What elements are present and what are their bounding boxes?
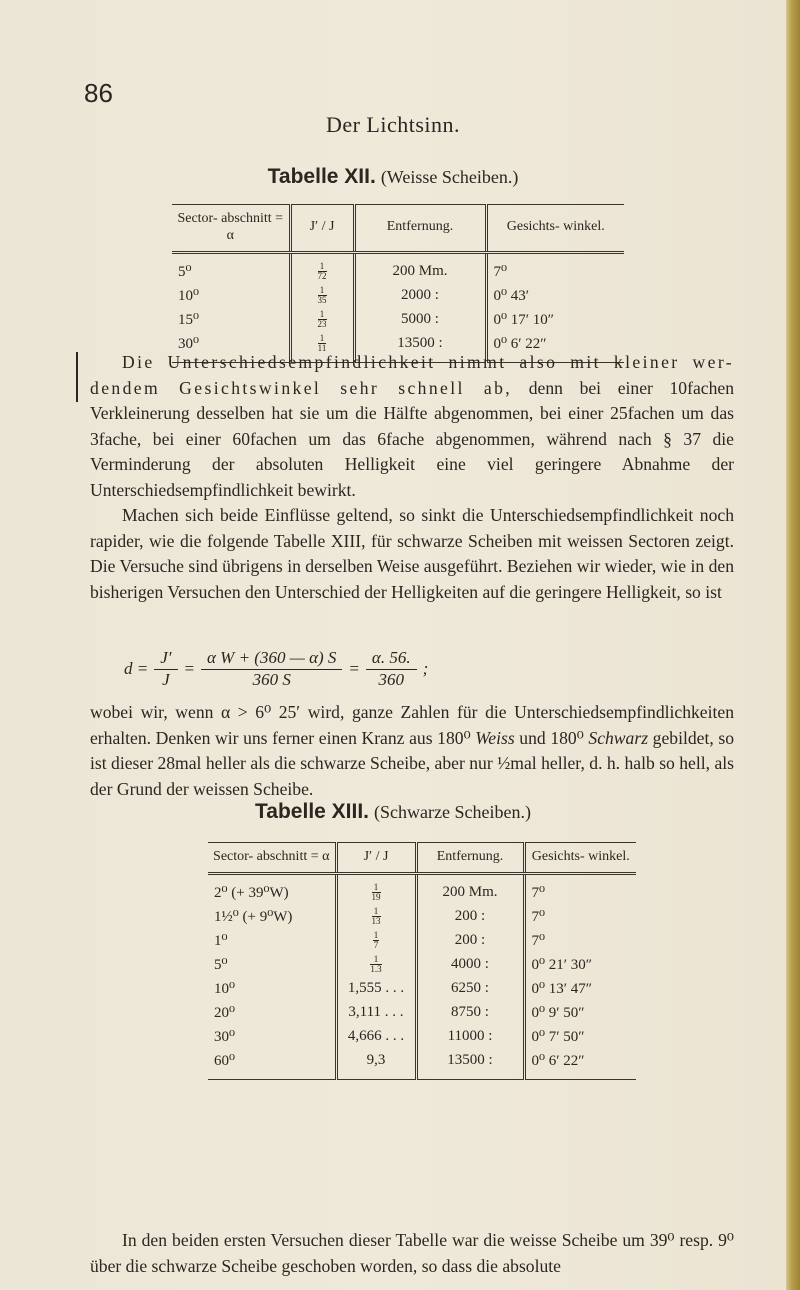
cell-angle: 0⁰ 6′ 22″ xyxy=(486,332,624,363)
cell-sector: 15⁰ xyxy=(178,312,200,329)
ratio-numerator: 1 xyxy=(318,262,327,272)
cell-sector: 10⁰ xyxy=(178,288,200,305)
cell-ratio xyxy=(336,953,416,977)
page-number: 86 xyxy=(84,78,113,108)
body-text-2 xyxy=(90,700,734,802)
header-sector: Sector- abschnitt = α xyxy=(208,843,336,874)
formula-end: ; xyxy=(422,659,429,678)
ratio-denominator: 11 xyxy=(317,343,327,354)
running-head: Der Lichtsinn. xyxy=(325,112,461,137)
cell-sector: 5⁰ xyxy=(178,264,192,281)
cell-sector: 30⁰ xyxy=(172,332,290,363)
cell-distance: 6250 : xyxy=(416,977,524,1001)
ratio-fraction xyxy=(372,907,381,926)
spaced-emphasis: Die Unterschiedsempfindlichkeit nimmt also mit kleiner wer- dendem Gesichtswinkel sehr schnell ab, xyxy=(90,352,734,398)
table12 xyxy=(172,204,624,363)
emphasis-weiss: Weiss xyxy=(475,727,515,748)
table-row xyxy=(208,905,636,929)
ratio-fraction xyxy=(318,262,327,281)
header-ratio: J′ / J xyxy=(290,205,354,253)
formula xyxy=(118,648,434,690)
cell-ratio: 3,111 . . . xyxy=(336,1001,416,1025)
ratio-numerator: 1 xyxy=(370,955,381,965)
page-edge xyxy=(786,0,800,1290)
paragraph-4: In den beiden ersten Versuchen dieser Tabelle war die weisse Scheibe um 39⁰ resp. 9⁰ über die schwarze Scheibe geschoben worden, so dass die absolute xyxy=(90,1230,734,1276)
ratio-fraction xyxy=(373,931,380,950)
ratio-numerator: 1 xyxy=(318,310,327,320)
ratio-numerator: 1 xyxy=(372,883,381,893)
table-row xyxy=(208,977,636,1001)
header-sector: Sector- abschnitt = α xyxy=(172,205,290,253)
cell-distance: 13500 : xyxy=(416,1049,524,1080)
ratio-denominator: 19 xyxy=(371,892,381,903)
cell-sector: 2⁰ (+ 39⁰W) xyxy=(214,885,289,902)
body-text-3 xyxy=(90,1228,734,1279)
formula-f2-num: α W + (360 — α) S xyxy=(201,648,342,670)
table-row xyxy=(208,953,636,977)
cell-ratio: 4,666 . . . xyxy=(336,1025,416,1049)
ratio-denominator: 13 xyxy=(371,916,381,927)
table-row xyxy=(208,1025,636,1049)
ratio-denominator: 72 xyxy=(317,271,327,282)
cell-angle: 0⁰ 21′ 30″ xyxy=(524,953,636,977)
ratio-denominator: 1.3 xyxy=(370,964,382,975)
cell-angle: 0⁰ 9′ 50″ xyxy=(524,1001,636,1025)
ratio-fraction xyxy=(318,310,327,329)
formula-f1-num: J′ xyxy=(154,648,177,670)
ratio-fraction xyxy=(372,883,381,902)
cell-ratio: 9,3 xyxy=(336,1049,416,1080)
formula-lhs: d = xyxy=(124,659,149,678)
table-header-row xyxy=(208,843,636,874)
table13 xyxy=(208,842,636,1080)
table13-subtitle: (Schwarze Scheiben.) xyxy=(374,802,531,822)
paragraph-3-c: gebildet, so ist dieser 28mal heller als die schwarze Scheibe, aber nur ½mal heller, d. h. halb so hell, als der Grund der weissen Scheibe. xyxy=(90,727,735,799)
body-text-1 xyxy=(90,350,734,605)
table-row xyxy=(208,1049,636,1080)
formula-f3-num: α. 56. xyxy=(366,648,417,670)
cell-distance: 200 Mm. xyxy=(416,873,524,905)
cell-angle: 0⁰ 17′ 10″ xyxy=(486,308,624,332)
header-ratio: J′ / J xyxy=(336,843,416,874)
emphasis-schwarz: Schwarz xyxy=(588,727,649,748)
cell-distance: 200 : xyxy=(416,929,524,953)
cell-sector: 20⁰ xyxy=(214,1005,236,1022)
table-row xyxy=(208,1001,636,1025)
ratio-denominator: 7 xyxy=(373,940,379,951)
formula-f2-den: 360 S xyxy=(252,670,291,689)
cell-ratio xyxy=(290,284,354,308)
cell-angle: 7⁰ xyxy=(524,905,636,929)
cell-sector: 60⁰ xyxy=(208,1049,336,1080)
table12-title: Tabelle XII. xyxy=(267,165,376,188)
paragraph-3-b: und 180⁰ xyxy=(514,727,589,748)
cell-sector: 5⁰ xyxy=(214,957,228,974)
ratio-numerator: 1 xyxy=(372,907,381,917)
table-row xyxy=(208,929,636,953)
paragraph-3-a: wobei wir, wenn α > 6⁰ 25′ wird, ganze Zahlen für die Unterschiedsempfindlichkeiten erhalten. Denken wir uns ferner einen Kranz aus 180⁰ xyxy=(90,702,734,748)
cell-angle: 0⁰ 13′ 47″ xyxy=(524,977,636,1001)
table-row xyxy=(172,284,624,308)
ratio-fraction xyxy=(318,286,327,305)
formula-f3-den: 360 xyxy=(378,670,404,689)
paragraph-1-rest: denn bei einer 10fachen Verkleinerung desselben hat sie um die Hälfte abgenommen, bei einer 25fachen um das 3fache, bei einer 60fachen um das 6fache abgenommen, während nach § 37 die Verminderung der absoluten Helligkeit eine viel geringere Abnahme der Unterschiedsempfindlichkeit bewirkt. xyxy=(90,377,734,500)
cell-sector: 1⁰ xyxy=(214,933,228,950)
ratio-numerator: 1 xyxy=(318,286,327,296)
table13-caption xyxy=(0,800,786,824)
cell-ratio: 1,555 . . . xyxy=(336,977,416,1001)
table13-title: Tabelle XIII. xyxy=(255,800,370,823)
table-row xyxy=(172,252,624,284)
cell-distance: 2000 : xyxy=(354,284,486,308)
ratio-numerator: 1 xyxy=(318,334,327,344)
ratio-numerator: 1 xyxy=(373,930,379,941)
cell-distance: 8750 : xyxy=(416,1001,524,1025)
ratio-denominator: 35 xyxy=(317,295,327,306)
cell-distance: 5000 : xyxy=(354,308,486,332)
table12-caption xyxy=(0,165,786,189)
cell-angle: 0⁰ 43′ xyxy=(486,284,624,308)
table-row xyxy=(208,873,636,905)
paragraph-1 xyxy=(90,350,734,503)
cell-distance: 11000 : xyxy=(416,1025,524,1049)
cell-angle: 0⁰ 7′ 50″ xyxy=(524,1025,636,1049)
formula-eq2: = xyxy=(348,659,360,678)
cell-distance: 200 Mm. xyxy=(354,252,486,284)
formula-f1-den: J xyxy=(162,670,170,689)
table12-subtitle: (Weisse Scheiben.) xyxy=(380,167,519,187)
ratio-denominator: 23 xyxy=(317,319,327,330)
cell-ratio xyxy=(290,252,354,284)
header-angle: Gesichts- winkel. xyxy=(486,205,624,253)
cell-ratio xyxy=(336,929,416,953)
header-distance: Entfernung. xyxy=(354,205,486,253)
cell-angle: 0⁰ 6′ 22″ xyxy=(524,1049,636,1080)
header-distance: Entfernung. xyxy=(416,843,524,874)
cell-ratio xyxy=(336,873,416,905)
paragraph-3 xyxy=(90,700,734,802)
header-angle: Gesichts- winkel. xyxy=(524,843,636,874)
margin-mark xyxy=(76,352,78,402)
table-header-row xyxy=(172,205,624,253)
cell-angle: 7⁰ xyxy=(524,929,636,953)
cell-angle: 7⁰ xyxy=(486,252,624,284)
paragraph-2: Machen sich beide Einflüsse geltend, so sinkt die Unterschiedsempfindlichkeit noch rapider, wie die folgende Tabelle XIII, für schwarze Scheiben mit weissen Sectoren zeigt. Die Versuche sind übrigens in derselben Weise ausgeführt. Beziehen wir wieder, wie in den bisherigen Versuchen den Unterschied der Helligkeiten auf die geringere Helligkeit, so ist xyxy=(90,505,734,602)
cell-distance: 13500 : xyxy=(354,332,486,363)
ratio-fraction xyxy=(370,955,381,974)
cell-sector: 30⁰ xyxy=(214,1029,236,1046)
cell-ratio xyxy=(336,905,416,929)
cell-distance: 200 : xyxy=(416,905,524,929)
table-row xyxy=(172,308,624,332)
cell-distance: 4000 : xyxy=(416,953,524,977)
formula-eq1: = xyxy=(183,659,195,678)
cell-sector: 1½⁰ (+ 9⁰W) xyxy=(214,909,293,926)
cell-angle: 7⁰ xyxy=(524,873,636,905)
cell-ratio xyxy=(290,308,354,332)
cell-sector: 10⁰ xyxy=(214,981,236,998)
